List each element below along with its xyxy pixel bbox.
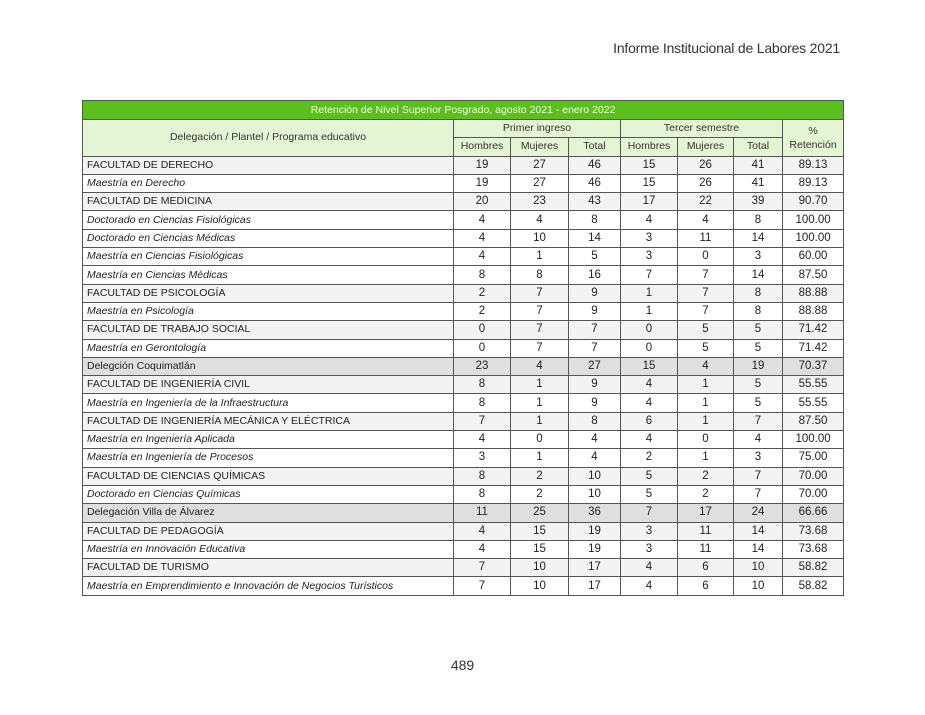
subheader-mujeres-3: Mujeres	[678, 138, 734, 156]
cell-primer-total: 7	[569, 321, 621, 339]
cell-tercer-hombres: 7	[621, 504, 678, 522]
faculty-row	[83, 376, 844, 394]
table-title: Retención de Nivel Superior Posgrado, agosto 2021 - enero 2022	[83, 101, 844, 120]
cell-tercer-hombres: 5	[621, 485, 678, 503]
cell-primer-hombres: 4	[454, 431, 511, 449]
cell-primer-hombres: 3	[454, 449, 511, 467]
cell-primer-hombres: 0	[454, 339, 511, 357]
cell-retencion: 90.70	[783, 193, 844, 211]
cell-tercer-mujeres: 0	[678, 248, 734, 266]
cell-primer-hombres: 2	[454, 284, 511, 302]
cell-primer-total: 4	[569, 449, 621, 467]
faculty-row	[83, 559, 844, 577]
cell-primer-hombres: 19	[454, 156, 511, 174]
cell-primer-hombres: 8	[454, 266, 511, 284]
faculty-row	[83, 412, 844, 430]
row-label: Maestría en Innovación Educativa	[83, 540, 454, 558]
row-label: FACULTAD DE INGENIERÍA CIVIL	[83, 376, 454, 394]
cell-tercer-mujeres: 11	[678, 229, 734, 247]
cell-tercer-total: 5	[734, 321, 783, 339]
cell-tercer-total: 8	[734, 284, 783, 302]
cell-primer-total: 7	[569, 339, 621, 357]
cell-tercer-total: 4	[734, 431, 783, 449]
program-row	[83, 229, 844, 247]
cell-tercer-total: 10	[734, 559, 783, 577]
row-label: Doctorado en Ciencias Fisiológicas	[83, 211, 454, 229]
cell-primer-hombres: 23	[454, 357, 511, 375]
row-label: Maestría en Ingeniería Aplicada	[83, 431, 454, 449]
program-row	[83, 431, 844, 449]
cell-retencion: 71.42	[783, 321, 844, 339]
cell-tercer-hombres: 1	[621, 302, 678, 320]
row-label: FACULTAD DE DERECHO	[83, 156, 454, 174]
faculty-row	[83, 522, 844, 540]
cell-tercer-total: 8	[734, 302, 783, 320]
cell-primer-hombres: 2	[454, 302, 511, 320]
cell-tercer-hombres: 0	[621, 339, 678, 357]
cell-primer-mujeres: 10	[511, 229, 569, 247]
program-row	[83, 540, 844, 558]
cell-primer-mujeres: 1	[511, 449, 569, 467]
subheader-total-3: Total	[734, 138, 783, 156]
row-label: Maestría en Ingeniería de la Infraestructura	[83, 394, 454, 412]
row-label: Maestría en Derecho	[83, 174, 454, 192]
cell-tercer-hombres: 3	[621, 248, 678, 266]
cell-primer-total: 36	[569, 504, 621, 522]
cell-primer-mujeres: 4	[511, 211, 569, 229]
cell-tercer-total: 14	[734, 229, 783, 247]
cell-retencion: 55.55	[783, 394, 844, 412]
cell-primer-hombres: 7	[454, 577, 511, 595]
cell-tercer-mujeres: 2	[678, 467, 734, 485]
retention-table	[82, 100, 844, 596]
cell-tercer-hombres: 2	[621, 449, 678, 467]
cell-primer-hombres: 7	[454, 559, 511, 577]
cell-retencion: 88.88	[783, 302, 844, 320]
cell-retencion: 100.00	[783, 431, 844, 449]
cell-tercer-total: 7	[734, 412, 783, 430]
cell-tercer-total: 14	[734, 522, 783, 540]
cell-tercer-mujeres: 1	[678, 376, 734, 394]
cell-primer-hombres: 11	[454, 504, 511, 522]
cell-primer-hombres: 4	[454, 540, 511, 558]
cell-primer-total: 43	[569, 193, 621, 211]
cell-primer-mujeres: 1	[511, 412, 569, 430]
faculty-row	[83, 467, 844, 485]
cell-primer-mujeres: 10	[511, 577, 569, 595]
cell-tercer-hombres: 3	[621, 540, 678, 558]
row-label: FACULTAD DE CIENCIAS QUÍMICAS	[83, 467, 454, 485]
cell-primer-total: 19	[569, 540, 621, 558]
program-row	[83, 577, 844, 595]
cell-retencion: 87.50	[783, 412, 844, 430]
cell-primer-mujeres: 2	[511, 485, 569, 503]
cell-retencion: 73.68	[783, 540, 844, 558]
cell-tercer-total: 5	[734, 376, 783, 394]
cell-tercer-mujeres: 5	[678, 339, 734, 357]
cell-tercer-total: 5	[734, 394, 783, 412]
cell-primer-total: 8	[569, 211, 621, 229]
cell-primer-hombres: 19	[454, 174, 511, 192]
cell-tercer-mujeres: 4	[678, 357, 734, 375]
cell-tercer-total: 41	[734, 174, 783, 192]
cell-primer-mujeres: 15	[511, 522, 569, 540]
retention-table-container	[82, 100, 843, 596]
cell-primer-hombres: 20	[454, 193, 511, 211]
cell-primer-hombres: 8	[454, 394, 511, 412]
cell-retencion: 70.37	[783, 357, 844, 375]
cell-tercer-total: 14	[734, 266, 783, 284]
cell-primer-total: 16	[569, 266, 621, 284]
cell-tercer-mujeres: 7	[678, 284, 734, 302]
faculty-row	[83, 193, 844, 211]
cell-tercer-hombres: 4	[621, 394, 678, 412]
cell-retencion: 88.88	[783, 284, 844, 302]
program-row	[83, 394, 844, 412]
cell-primer-mujeres: 7	[511, 339, 569, 357]
cell-tercer-mujeres: 4	[678, 211, 734, 229]
cell-retencion: 73.68	[783, 522, 844, 540]
cell-primer-hombres: 8	[454, 485, 511, 503]
cell-primer-total: 9	[569, 302, 621, 320]
cell-retencion: 60.00	[783, 248, 844, 266]
row-label: FACULTAD DE TURISMO	[83, 559, 454, 577]
cell-primer-mujeres: 23	[511, 193, 569, 211]
cell-primer-mujeres: 10	[511, 559, 569, 577]
program-row	[83, 248, 844, 266]
cell-primer-hombres: 4	[454, 229, 511, 247]
cell-tercer-total: 24	[734, 504, 783, 522]
faculty-row	[83, 156, 844, 174]
cell-tercer-mujeres: 1	[678, 449, 734, 467]
cell-retencion: 87.50	[783, 266, 844, 284]
row-label: Delegación Villa de Álvarez	[83, 504, 454, 522]
cell-tercer-mujeres: 6	[678, 577, 734, 595]
program-row	[83, 449, 844, 467]
cell-retencion: 70.00	[783, 485, 844, 503]
cell-retencion: 58.82	[783, 577, 844, 595]
cell-primer-total: 10	[569, 467, 621, 485]
row-label: Maestría en Gerontología	[83, 339, 454, 357]
cell-tercer-mujeres: 6	[678, 559, 734, 577]
cell-tercer-mujeres: 5	[678, 321, 734, 339]
cell-primer-total: 9	[569, 394, 621, 412]
group-header-primer-ingreso: Primer ingreso	[454, 120, 621, 138]
row-label: FACULTAD DE INGENIERÍA MECÁNICA Y ELÉCTRICA	[83, 412, 454, 430]
cell-tercer-hombres: 1	[621, 284, 678, 302]
cell-primer-total: 4	[569, 431, 621, 449]
cell-primer-hombres: 4	[454, 522, 511, 540]
program-row	[83, 302, 844, 320]
page-number: 489	[450, 657, 475, 673]
cell-tercer-hombres: 4	[621, 559, 678, 577]
row-label: Doctorado en Ciencias Químicas	[83, 485, 454, 503]
cell-retencion: 89.13	[783, 156, 844, 174]
cell-primer-total: 19	[569, 522, 621, 540]
program-row	[83, 174, 844, 192]
cell-tercer-total: 10	[734, 577, 783, 595]
subheader-hombres-1: Hombres	[454, 138, 511, 156]
cell-tercer-total: 41	[734, 156, 783, 174]
cell-primer-mujeres: 1	[511, 394, 569, 412]
cell-primer-mujeres: 4	[511, 357, 569, 375]
cell-tercer-hombres: 0	[621, 321, 678, 339]
cell-retencion: 71.42	[783, 339, 844, 357]
cell-primer-hombres: 8	[454, 376, 511, 394]
row-label: Maestría en Ingeniería de Procesos	[83, 449, 454, 467]
cell-primer-total: 46	[569, 156, 621, 174]
row-label: FACULTAD DE TRABAJO SOCIAL	[83, 321, 454, 339]
subheader-total-1: Total	[569, 138, 621, 156]
cell-retencion: 66.66	[783, 504, 844, 522]
cell-retencion: 100.00	[783, 211, 844, 229]
cell-tercer-mujeres: 1	[678, 394, 734, 412]
cell-tercer-hombres: 17	[621, 193, 678, 211]
faculty-row	[83, 284, 844, 302]
row-label: Maestría en Ciencias Fisiológicas	[83, 248, 454, 266]
cell-tercer-mujeres: 26	[678, 174, 734, 192]
cell-primer-total: 8	[569, 412, 621, 430]
cell-primer-mujeres: 8	[511, 266, 569, 284]
cell-tercer-hombres: 3	[621, 229, 678, 247]
cell-retencion: 58.82	[783, 559, 844, 577]
cell-tercer-total: 14	[734, 540, 783, 558]
program-row	[83, 211, 844, 229]
row-label: Delegción Coquimatlán	[83, 357, 454, 375]
cell-tercer-mujeres: 17	[678, 504, 734, 522]
cell-tercer-mujeres: 22	[678, 193, 734, 211]
cell-primer-total: 14	[569, 229, 621, 247]
cell-primer-mujeres: 2	[511, 467, 569, 485]
cell-tercer-mujeres: 0	[678, 431, 734, 449]
group-header-tercer-semestre: Tercer semestre	[621, 120, 783, 138]
row-label: FACULTAD DE MEDICINA	[83, 193, 454, 211]
row-label: Doctorado en Ciencias Médicas	[83, 229, 454, 247]
delegation-row	[83, 357, 844, 375]
row-label: FACULTAD DE PSICOLOGÍA	[83, 284, 454, 302]
cell-tercer-total: 19	[734, 357, 783, 375]
cell-tercer-hombres: 6	[621, 412, 678, 430]
cell-tercer-mujeres: 7	[678, 266, 734, 284]
cell-retencion: 89.13	[783, 174, 844, 192]
cell-retencion: 70.00	[783, 467, 844, 485]
program-row	[83, 266, 844, 284]
cell-tercer-hombres: 3	[621, 522, 678, 540]
cell-tercer-mujeres: 11	[678, 540, 734, 558]
cell-tercer-hombres: 5	[621, 467, 678, 485]
program-row	[83, 339, 844, 357]
retencion-label: Retención	[789, 138, 837, 151]
cell-tercer-hombres: 4	[621, 577, 678, 595]
row-label: FACULTAD DE PEDAGOGÍA	[83, 522, 454, 540]
cell-tercer-total: 8	[734, 211, 783, 229]
cell-primer-hombres: 0	[454, 321, 511, 339]
cell-primer-total: 17	[569, 577, 621, 595]
delegation-row	[83, 504, 844, 522]
cell-tercer-total: 7	[734, 485, 783, 503]
cell-primer-total: 17	[569, 559, 621, 577]
cell-tercer-total: 39	[734, 193, 783, 211]
cell-tercer-hombres: 7	[621, 266, 678, 284]
cell-retencion: 75.00	[783, 449, 844, 467]
cell-retencion: 100.00	[783, 229, 844, 247]
cell-primer-hombres: 7	[454, 412, 511, 430]
cell-tercer-mujeres: 2	[678, 485, 734, 503]
percent-symbol: %	[808, 124, 818, 137]
cell-retencion: 55.55	[783, 376, 844, 394]
cell-tercer-hombres: 15	[621, 174, 678, 192]
cell-primer-hombres: 4	[454, 211, 511, 229]
cell-primer-mujeres: 27	[511, 174, 569, 192]
cell-tercer-mujeres: 1	[678, 412, 734, 430]
cell-tercer-total: 7	[734, 467, 783, 485]
cell-primer-mujeres: 7	[511, 302, 569, 320]
cell-tercer-hombres: 4	[621, 211, 678, 229]
report-header-title: Informe Institucional de Labores 2021	[613, 40, 840, 56]
cell-primer-mujeres: 27	[511, 156, 569, 174]
row-label: Maestría en Emprendimiento e Innovación de Negocios Turísticos	[83, 577, 454, 595]
cell-primer-mujeres: 1	[511, 376, 569, 394]
program-row	[83, 485, 844, 503]
cell-tercer-total: 3	[734, 248, 783, 266]
row-label: Maestría en Psicología	[83, 302, 454, 320]
cell-primer-total: 10	[569, 485, 621, 503]
cell-primer-hombres: 8	[454, 467, 511, 485]
column-header-retencion	[783, 120, 844, 157]
cell-primer-total: 5	[569, 248, 621, 266]
cell-tercer-mujeres: 7	[678, 302, 734, 320]
subheader-hombres-3: Hombres	[621, 138, 678, 156]
cell-primer-mujeres: 7	[511, 284, 569, 302]
cell-tercer-mujeres: 11	[678, 522, 734, 540]
cell-tercer-total: 5	[734, 339, 783, 357]
cell-tercer-mujeres: 26	[678, 156, 734, 174]
cell-primer-total: 27	[569, 357, 621, 375]
subheader-mujeres-1: Mujeres	[511, 138, 569, 156]
cell-primer-hombres: 4	[454, 248, 511, 266]
cell-tercer-hombres: 15	[621, 357, 678, 375]
cell-tercer-hombres: 4	[621, 431, 678, 449]
cell-primer-mujeres: 15	[511, 540, 569, 558]
cell-tercer-total: 3	[734, 449, 783, 467]
row-label: Maestría en Ciencias Médicas	[83, 266, 454, 284]
table-body	[83, 156, 844, 595]
cell-tercer-hombres: 15	[621, 156, 678, 174]
cell-primer-total: 9	[569, 284, 621, 302]
cell-primer-total: 9	[569, 376, 621, 394]
cell-primer-mujeres: 25	[511, 504, 569, 522]
cell-primer-mujeres: 0	[511, 431, 569, 449]
cell-primer-total: 46	[569, 174, 621, 192]
faculty-row	[83, 321, 844, 339]
column-header-program: Delegación / Plantel / Programa educativo	[83, 120, 454, 157]
cell-primer-mujeres: 7	[511, 321, 569, 339]
cell-primer-mujeres: 1	[511, 248, 569, 266]
cell-tercer-hombres: 4	[621, 376, 678, 394]
